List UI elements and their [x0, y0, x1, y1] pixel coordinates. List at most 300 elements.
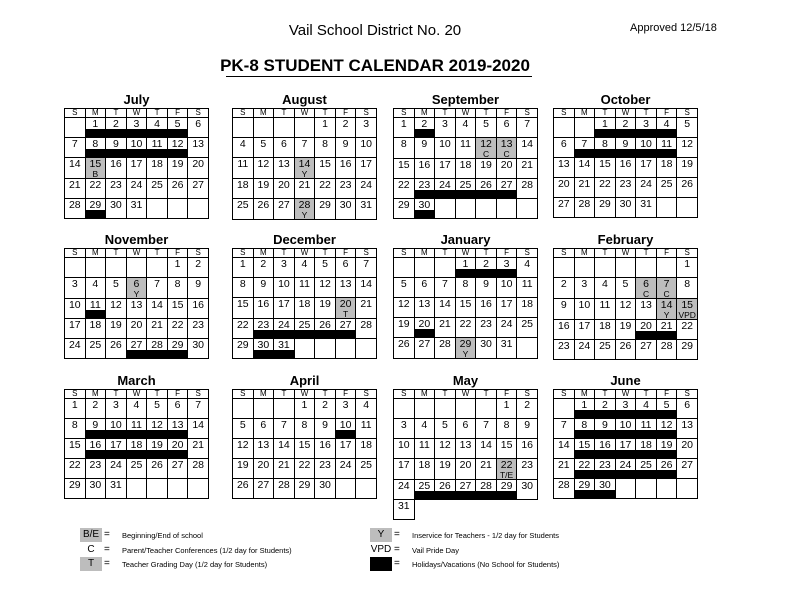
day-cell — [253, 419, 274, 439]
weekday-header-row — [65, 249, 209, 258]
day-cell — [65, 339, 86, 359]
day-number: 22 — [599, 178, 611, 190]
day-number: 12 — [171, 138, 184, 150]
day-number: 17 — [130, 158, 143, 170]
day-number: 19 — [236, 459, 249, 471]
week-row — [65, 138, 209, 158]
day-number: 29 — [500, 480, 513, 492]
day-cell — [414, 318, 435, 338]
day-cell — [106, 299, 127, 319]
day-cell — [677, 439, 698, 459]
day-cell — [615, 439, 636, 459]
day-cell — [455, 459, 476, 480]
day-cell — [356, 298, 377, 319]
day-cell — [615, 419, 636, 439]
day-number: 27 — [418, 338, 431, 350]
day-cell — [315, 199, 336, 220]
day-cell — [126, 459, 147, 479]
day-cell — [315, 258, 336, 278]
week-row — [554, 399, 698, 419]
day-cell — [335, 199, 356, 220]
day-cell — [253, 459, 274, 479]
day-number: 22 — [319, 179, 331, 191]
day-cell — [188, 459, 209, 479]
weekday-label: S — [188, 390, 209, 399]
day-cell — [636, 340, 657, 360]
day-cell — [656, 299, 677, 320]
day-cell — [636, 299, 657, 320]
day-number: 8 — [400, 138, 407, 150]
month-name: November — [104, 232, 169, 247]
day-cell — [455, 399, 476, 419]
month-december — [232, 232, 377, 359]
day-cell — [85, 439, 106, 459]
day-cell — [554, 118, 575, 138]
day-number: 1 — [301, 399, 308, 411]
day-cell — [677, 419, 698, 439]
weekday-label: F — [167, 390, 188, 399]
day-cell — [517, 179, 538, 199]
day-cell — [517, 298, 538, 318]
day-cell — [636, 419, 657, 439]
weekday-label: T — [595, 249, 616, 258]
month-grid — [232, 108, 377, 220]
day-number: 5 — [112, 278, 119, 290]
day-number: 17 — [68, 319, 81, 331]
day-cell — [394, 338, 415, 359]
day-cell — [65, 439, 86, 459]
day-number: 26 — [480, 179, 492, 191]
day-number: 24 — [578, 340, 591, 352]
day-number: 18 — [459, 159, 472, 171]
weekday-label: T — [435, 249, 456, 258]
day-cell — [274, 439, 295, 459]
day-cell — [253, 479, 274, 499]
week-row — [554, 258, 698, 278]
day-number: 16 — [619, 158, 632, 170]
day-number: 30 — [480, 338, 492, 350]
day-cell — [476, 459, 497, 480]
day-cell — [106, 138, 127, 158]
day-cell — [595, 320, 616, 340]
day-cell — [554, 320, 575, 340]
day-cell — [147, 399, 168, 419]
day-number: 23 — [521, 459, 534, 471]
day-number: 13 — [681, 419, 694, 431]
day-number: 29 — [681, 340, 694, 352]
day-number: 25 — [151, 179, 163, 191]
day-number: 23 — [480, 318, 492, 330]
weekday-label: M — [574, 390, 595, 399]
weekday-label: S — [554, 249, 575, 258]
day-cell — [253, 199, 274, 220]
day-cell — [414, 399, 435, 419]
day-cell — [167, 319, 188, 339]
day-cell — [517, 480, 538, 500]
weekday-label: F — [335, 390, 356, 399]
weekday-label: W — [294, 390, 315, 399]
day-cell — [656, 178, 677, 198]
day-cell — [574, 320, 595, 340]
day-cell — [414, 138, 435, 159]
day-cell — [677, 138, 698, 158]
weekday-header-row — [554, 390, 698, 399]
day-cell — [85, 419, 106, 439]
weekday-header-row — [554, 249, 698, 258]
weekday-label: T — [595, 390, 616, 399]
day-cell — [315, 439, 336, 459]
day-cell — [253, 278, 274, 298]
day-cell — [233, 319, 254, 339]
weekday-label: M — [574, 109, 595, 118]
day-cell — [106, 459, 127, 479]
day-number: 6 — [133, 278, 140, 290]
weekday-label: T — [274, 109, 295, 118]
day-cell — [106, 419, 127, 439]
day-cell — [677, 479, 698, 499]
day-number: 3 — [112, 399, 119, 411]
day-number: 21 — [557, 459, 570, 471]
day-cell — [574, 278, 595, 299]
day-number: 23 — [319, 459, 331, 471]
day-cell — [636, 278, 657, 299]
day-number: 12 — [397, 298, 410, 310]
day-number: 15 — [298, 439, 311, 451]
day-marker: C — [663, 289, 670, 299]
day-number: 14 — [521, 138, 534, 150]
weekday-label: W — [615, 249, 636, 258]
weekday-label: M — [414, 390, 435, 399]
day-number: 11 — [89, 299, 101, 311]
day-cell — [455, 199, 476, 219]
day-number: 22 — [459, 318, 472, 330]
day-cell — [496, 258, 517, 278]
day-cell — [253, 118, 274, 138]
week-row — [65, 479, 209, 499]
day-number: 16 — [599, 439, 611, 451]
day-number: 3 — [71, 278, 78, 290]
day-number: 1 — [322, 118, 328, 130]
month-june — [553, 373, 698, 499]
legend-description: Teacher Grading Day (1/2 day for Students) — [122, 560, 268, 569]
day-number: 4 — [92, 278, 99, 290]
day-number: 24 — [68, 339, 81, 351]
day-number: 10 — [360, 138, 373, 150]
day-cell — [476, 399, 497, 419]
day-number: 30 — [339, 199, 352, 211]
day-cell — [496, 338, 517, 359]
day-number: 29 — [578, 479, 591, 491]
day-number: 6 — [462, 419, 469, 431]
day-number: 15 — [681, 299, 694, 311]
day-number: 26 — [439, 480, 451, 492]
day-number: 10 — [278, 278, 290, 290]
day-cell — [476, 258, 497, 278]
weekday-label: M — [414, 109, 435, 118]
day-number: 13 — [640, 299, 652, 311]
weekday-label: F — [656, 390, 677, 399]
day-cell — [188, 199, 209, 219]
day-number: 4 — [421, 419, 428, 431]
day-number: 2 — [195, 258, 202, 270]
day-number: 29 — [319, 199, 331, 211]
day-number: 15 — [171, 299, 184, 311]
day-number: 22 — [68, 459, 81, 471]
day-number: 20 — [192, 158, 205, 170]
day-cell — [574, 158, 595, 178]
day-cell — [315, 479, 336, 499]
day-cell — [615, 459, 636, 479]
week-row — [394, 459, 538, 480]
day-cell — [65, 419, 86, 439]
legend-equals: = — [394, 544, 400, 555]
day-cell — [517, 338, 538, 359]
day-number: 11 — [599, 299, 611, 311]
day-cell — [435, 419, 456, 439]
day-marker: Y — [301, 169, 308, 179]
day-number: 27 — [257, 479, 270, 491]
day-number: 23 — [192, 319, 205, 331]
week-row — [65, 399, 209, 419]
day-cell — [126, 399, 147, 419]
day-number: 13 — [130, 299, 143, 311]
day-cell — [496, 419, 517, 439]
day-cell — [233, 419, 254, 439]
day-cell — [554, 399, 575, 419]
day-number: 7 — [195, 399, 202, 411]
day-cell — [656, 340, 677, 360]
day-cell — [476, 338, 497, 359]
day-number: 11 — [131, 419, 142, 431]
day-cell — [335, 158, 356, 179]
day-number: 8 — [92, 138, 99, 150]
day-number: 10 — [578, 299, 591, 311]
day-marker: C — [503, 149, 510, 159]
month-grid — [64, 248, 209, 359]
day-cell — [294, 258, 315, 278]
day-number: 20 — [171, 439, 184, 451]
day-number: 22 — [298, 459, 311, 471]
day-cell — [147, 138, 168, 158]
month-name: December — [273, 232, 336, 247]
month-name: May — [452, 373, 479, 388]
day-number: 18 — [521, 298, 534, 310]
day-cell — [188, 258, 209, 278]
day-number: 7 — [363, 258, 370, 270]
day-cell — [167, 439, 188, 459]
weekday-label: T — [476, 390, 497, 399]
day-number: 12 — [236, 439, 249, 451]
day-number: 3 — [363, 118, 370, 130]
day-cell — [188, 278, 209, 299]
day-cell — [188, 399, 209, 419]
day-number: 23 — [619, 178, 632, 190]
day-number: 22 — [578, 459, 591, 471]
day-cell — [147, 158, 168, 179]
day-cell — [595, 198, 616, 218]
day-number: 31 — [360, 199, 373, 211]
day-number: 30 — [192, 339, 205, 351]
day-number: 7 — [560, 419, 567, 431]
day-cell — [188, 118, 209, 138]
day-number: 9 — [260, 278, 267, 290]
day-number: 19 — [151, 439, 163, 451]
day-number: 7 — [524, 118, 531, 130]
day-cell — [274, 479, 295, 499]
day-number: 4 — [663, 118, 670, 130]
day-number: 26 — [660, 459, 673, 471]
day-cell — [106, 339, 127, 359]
week-row — [394, 480, 538, 500]
month-grid — [393, 248, 538, 359]
week-row — [394, 399, 538, 419]
day-cell — [476, 118, 497, 138]
day-cell — [554, 299, 575, 320]
weekday-label: T — [315, 390, 336, 399]
day-number: 25 — [521, 318, 534, 330]
day-number: 5 — [260, 138, 267, 150]
day-number: 3 — [622, 399, 629, 411]
day-cell — [615, 479, 636, 499]
day-cell — [435, 118, 456, 138]
day-cell — [554, 158, 575, 178]
day-cell — [394, 399, 415, 419]
day-number: 3 — [503, 258, 510, 270]
weekday-label: S — [65, 249, 86, 258]
day-number: 24 — [439, 179, 451, 191]
day-cell — [496, 459, 517, 480]
day-number: 15 — [89, 158, 102, 170]
day-cell — [167, 258, 188, 278]
day-cell — [253, 138, 274, 158]
day-cell — [335, 138, 356, 158]
weekday-header-row — [233, 390, 377, 399]
day-number: 17 — [578, 320, 591, 332]
day-cell — [414, 480, 435, 500]
day-number: 10 — [619, 419, 632, 431]
day-cell — [615, 299, 636, 320]
legend-equals: = — [104, 529, 110, 540]
day-number: 4 — [239, 138, 246, 150]
day-cell — [414, 338, 435, 359]
day-cell — [615, 198, 636, 218]
day-cell — [85, 199, 106, 219]
day-number: 8 — [462, 278, 469, 290]
day-cell — [476, 138, 497, 159]
week-row — [233, 118, 377, 138]
day-number: 21 — [578, 178, 591, 190]
day-cell — [656, 258, 677, 278]
day-cell — [394, 118, 415, 138]
day-cell — [274, 459, 295, 479]
day-cell — [435, 500, 456, 520]
day-cell — [294, 339, 315, 359]
day-cell — [315, 138, 336, 158]
week-row — [233, 459, 377, 479]
day-number: 19 — [110, 319, 122, 331]
day-cell — [188, 479, 209, 499]
day-number: 20 — [278, 179, 290, 191]
day-number: 16 — [257, 298, 270, 310]
day-number: 27 — [500, 179, 513, 191]
day-cell — [126, 118, 147, 138]
weekday-label: S — [188, 109, 209, 118]
day-number: 26 — [236, 479, 249, 491]
day-cell — [85, 339, 106, 359]
day-cell — [126, 419, 147, 439]
week-row — [233, 199, 377, 220]
day-number: 5 — [663, 399, 670, 411]
day-number: 14 — [278, 439, 290, 451]
district-name: Vail School District No. 20 — [288, 22, 462, 39]
day-cell — [253, 258, 274, 278]
day-cell — [394, 199, 415, 219]
weekday-label: S — [677, 109, 698, 118]
day-number: 21 — [298, 179, 311, 191]
day-cell — [394, 480, 415, 500]
day-number: 4 — [301, 258, 308, 270]
day-cell — [274, 258, 295, 278]
legend-equals: = — [104, 558, 110, 569]
month-may — [393, 373, 538, 520]
day-number: 21 — [660, 320, 673, 332]
day-cell — [435, 439, 456, 459]
day-cell — [595, 439, 616, 459]
day-cell — [294, 298, 315, 319]
day-number: 1 — [239, 258, 246, 270]
day-cell — [294, 118, 315, 138]
day-number: 16 — [192, 299, 205, 311]
day-cell — [677, 459, 698, 479]
day-number: 15 — [599, 158, 611, 170]
day-cell — [167, 158, 188, 179]
weekday-label: S — [394, 109, 415, 118]
day-cell — [615, 258, 636, 278]
day-cell — [414, 199, 435, 219]
week-row — [233, 399, 377, 419]
day-cell — [394, 258, 415, 278]
approved-date: Approved 12/5/18 — [630, 22, 717, 34]
day-cell — [595, 399, 616, 419]
day-cell — [517, 419, 538, 439]
weekday-label: F — [656, 249, 677, 258]
day-cell — [574, 299, 595, 320]
day-cell — [615, 320, 636, 340]
weekday-label: S — [356, 109, 377, 118]
week-row — [394, 179, 538, 199]
day-cell — [65, 399, 86, 419]
month-grid — [64, 108, 209, 219]
day-cell — [517, 278, 538, 298]
day-marker: C — [482, 149, 490, 159]
day-number: 23 — [418, 179, 431, 191]
day-number: 16 — [339, 158, 352, 170]
day-cell — [414, 159, 435, 179]
legend-key: VPD — [370, 544, 392, 555]
day-cell — [147, 118, 168, 138]
weekday-label: T — [106, 249, 127, 258]
day-cell — [677, 299, 698, 320]
day-number: 27 — [681, 459, 694, 471]
day-number: 26 — [257, 199, 270, 211]
day-number: 29 — [599, 198, 611, 210]
weekday-label: T — [636, 249, 657, 258]
day-cell — [294, 158, 315, 179]
day-cell — [188, 339, 209, 359]
day-number: 21 — [439, 318, 451, 330]
day-cell — [476, 298, 497, 318]
day-number: 9 — [92, 419, 99, 431]
